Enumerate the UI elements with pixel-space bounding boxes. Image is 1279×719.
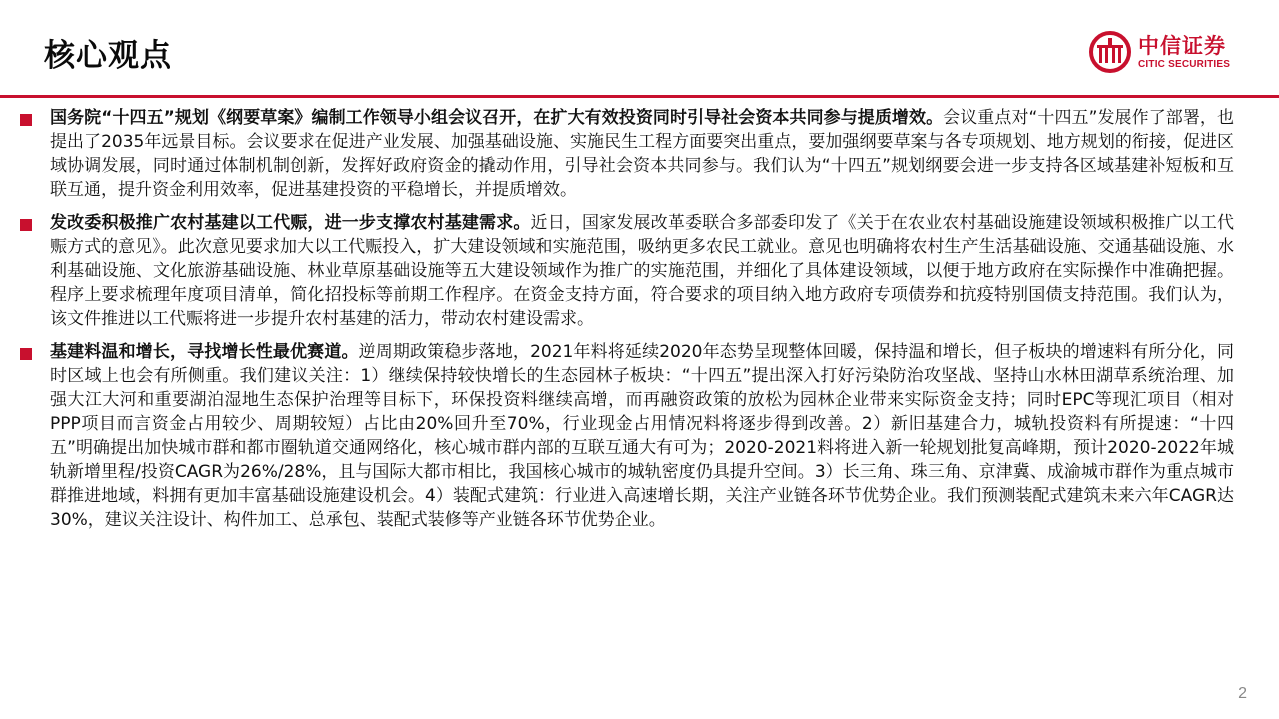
bullet-lead: 基建料温和增长，寻找增长性最优赛道。 (50, 342, 359, 362)
bullet-paragraph (50, 211, 1234, 331)
bullet-lead: 国务院“十四五”规划《纲要草案》编制工作领导小组会议召开，在扩大有效投资同时引导社会资本共同参与提质增效。 (50, 108, 944, 128)
citic-securities-logo (1088, 28, 1248, 76)
bullet-body: 逆周期政策稳步落地，2021年料将延续2020年态势呈现整体回暖，保持温和增长，但子板块的增速料有所分化，同时区域上也会有所侧重。我们建议关注：1）继续保持较快增长的生态园林子板块：“十四五”提出深入打好污染防治攻坚战、坚持山水林田湖草系统治理、加强大江大河和重要湖泊湿地生态保护治理等目标下，环保投资料继续高增，而再融资政策的放松为园林企业带来实际资金支持；同时EPC等现汇项目（相对PPP项目而言资金占用较少、周期较短）占比由20%回升至70%，行业现金占用情况料将逐步得到改善。2）新旧基建合力，城轨投资料有所提速：“十四五”明确提出加快城市群和都市圈轨道交通网络化，核心城市群内部的互联互通大有可为；2020-2021料将进入新一轮规划批复高峰期，预计2020-2022年城轨新增里程/投资CAGR为26%/28%，且与国际大都市相比，我国核心城市的城轨密度仍具提升空间。3）长三角、珠三角、京津冀、成渝城市群作为重点城市群推进地域，料拥有更加丰富基础设施建设机会。4）装配式建筑：行业进入高速增长期，关注产业链各环节优势企业。我们预测装配式建筑未来六年CAGR达30%，建议关注设计、构件加工、总承包、装配式装修等产业链各环节优势企业。 (50, 342, 1234, 530)
bullet-paragraph (50, 106, 1234, 202)
bullet-body: 近日，国家发展改革委联合多部委印发了《关于在农业农村基础设施建设领域积极推广以工代赈方式的意见》。此次意见要求加大以工代赈投入，扩大建设领域和实施范围，吸纳更多农民工就业。意见也明确将农村生产生活基础设施、交通基础设施、水利基础设施、文化旅游基础设施、林业草原基础设施等五大建设领域作为推广的实施范围，并细化了具体建设领域，以便于地方政府在实际操作中准确把握。程序上要求梳理年度项目清单，简化招投标等前期工作程序。在资金支持方面，符合要求的项目纳入地方政府专项债券和抗疫特别国债支持范围。我们认为，该文件推进以工代赈将进一步提升农村基建的活力，带动农村建设需求。 (50, 213, 1235, 329)
bullet-body: 会议重点对“十四五”发展作了部署，也提出了2035年远景目标。会议要求在促进产业发展、加强基础设施、实施民生工程方面要突出重点，要加强纲要草案与各专项规划、地方规划的衔接，促进区域协调发展，同时通过体制机制创新，发挥好政府资金的撬动作用，引导社会资本共同参与。我们认为“十四五”规划纲要会进一步支持各区域基建补短板和互联互通，提升资金利用效率，促进基建投资的平稳增长，并提质增效。 (50, 108, 1234, 200)
square-bullet-icon (20, 114, 32, 126)
citic-logo-icon (1088, 30, 1132, 74)
key-points-list (14, 106, 1234, 541)
page-title: 核心观点 (44, 38, 172, 74)
square-bullet-icon (20, 348, 32, 360)
bullet-lead: 发改委积极推广农村基建以工代赈，进一步支撑农村基建需求。 (50, 213, 531, 233)
logo-name-en: CITIC SECURITIES (1138, 59, 1231, 70)
header-divider (0, 95, 1279, 98)
logo-name-cn: 中信证券 (1138, 34, 1226, 58)
list-item (14, 340, 1234, 532)
bullet-paragraph (50, 340, 1234, 532)
page-number: 2 (1238, 685, 1247, 702)
square-bullet-icon (20, 219, 32, 231)
list-item (14, 211, 1234, 331)
list-item (14, 106, 1234, 202)
